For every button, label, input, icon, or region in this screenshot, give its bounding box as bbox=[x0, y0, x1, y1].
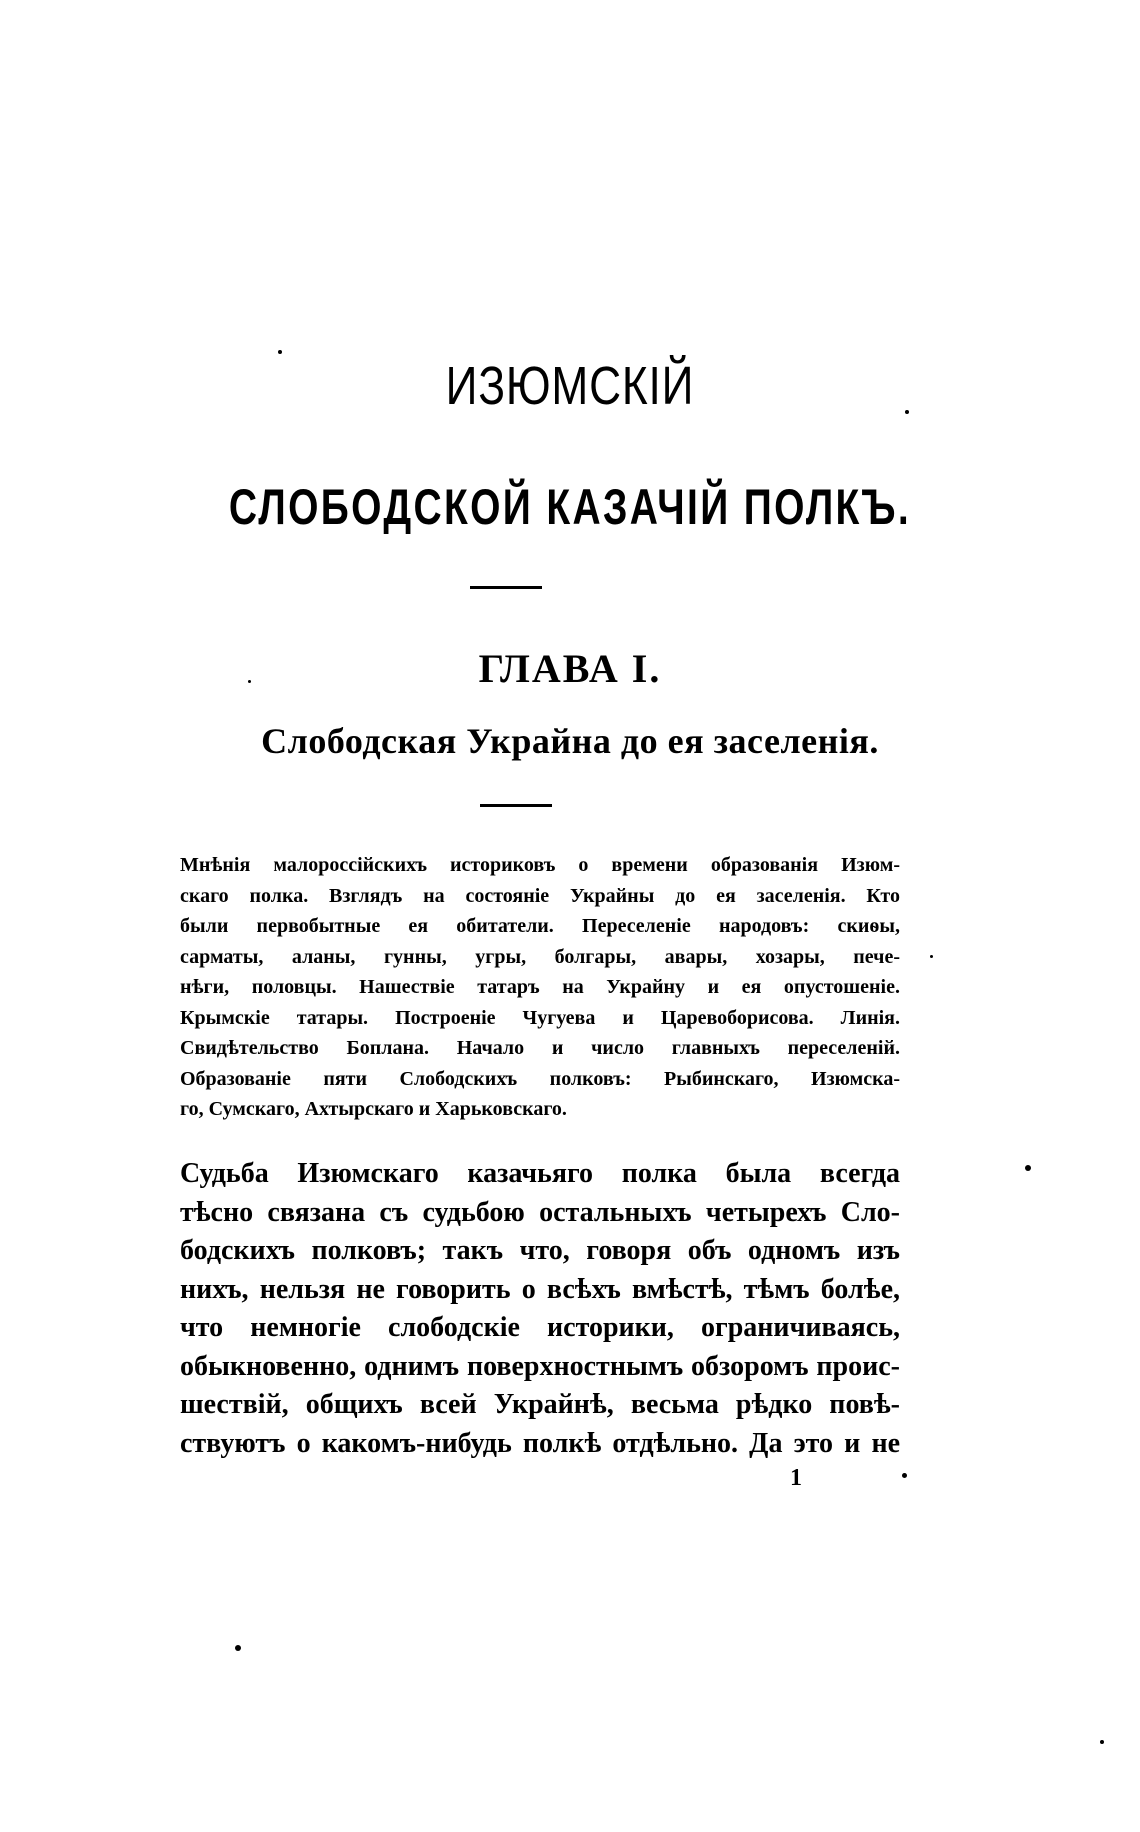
summary-line: Мнѣнія малороссійскихъ историковъ о времени образованія Изюм- bbox=[180, 854, 900, 876]
scan-speck bbox=[1025, 1165, 1031, 1171]
summary-line: го, Сумскаго, Ахтырскаго и Харьковскаго. bbox=[180, 1098, 567, 1120]
scan-speck bbox=[902, 1473, 907, 1478]
summary-line: Крымскіе татары. Построеніе Чугуева и Царевоборисова. Линія. bbox=[180, 1006, 900, 1029]
summary-line: нѣги, половцы. Нашествіе татаръ на Украйну и ея опустошеніе. bbox=[180, 976, 900, 998]
body-line: Судьба Изюмскаго казачьяго полка была всегда bbox=[180, 1158, 900, 1189]
divider-rule-bottom bbox=[480, 804, 552, 807]
book-title: ИЗЮМСКІЙ bbox=[445, 356, 695, 416]
body-line: бодскихъ полковъ; такъ что, говоря объ одномъ изъ bbox=[180, 1235, 900, 1266]
scan-speck bbox=[1100, 1740, 1104, 1744]
body-paragraph bbox=[180, 1155, 900, 1463]
body-line: тѣсно связана съ судьбою остальныхъ четырехъ Сло- bbox=[180, 1196, 900, 1228]
scan-speck bbox=[930, 955, 933, 958]
body-line: обыкновенно, однимъ поверхностнымъ обзоромъ проис- bbox=[180, 1350, 900, 1382]
summary-line: Образованіе пяти Слободскихъ полковъ: Рыбинскаго, Изюмска- bbox=[180, 1067, 900, 1090]
summary-line: скаго полка. Взглядъ на состояніе Украйны до ея заселенія. Кто bbox=[180, 884, 900, 907]
scan-speck bbox=[905, 410, 909, 414]
body-line: что немногіе слободскіе историки, ограничиваясь, bbox=[180, 1312, 900, 1343]
page-number: 1 bbox=[790, 1465, 802, 1491]
body-line: нихъ, нельзя не говорить о всѣхъ вмѣстѣ, тѣмъ болѣе, bbox=[180, 1273, 900, 1305]
chapter-title: Слободская Украйна до ея заселенія. bbox=[261, 721, 879, 761]
divider-rule-top bbox=[470, 586, 542, 589]
body-line: шествій, общихъ всей Украйнѣ, весьма рѣдко повѣ- bbox=[180, 1389, 900, 1420]
chapter-summary bbox=[180, 850, 900, 1125]
scan-speck bbox=[248, 680, 251, 683]
scan-speck bbox=[235, 1645, 241, 1651]
body-line: ствуютъ о какомъ-нибудь полкѣ отдѣльно. Да это и не bbox=[180, 1427, 900, 1459]
summary-line: сарматы, аланы, гунны, угры, болгары, авары, хозары, пече- bbox=[180, 945, 900, 968]
summary-line: Свидѣтельство Боплана. Начало и число главныхъ переселеній. bbox=[180, 1037, 900, 1059]
book-subtitle: СЛОБОДСКОЙ КАЗАЧІЙ ПОЛКЪ. bbox=[228, 479, 912, 535]
chapter-number: ГЛАВА I. bbox=[478, 646, 662, 691]
scan-speck bbox=[278, 350, 282, 354]
summary-line: были первобытные ея обитатели. Переселеніе народовъ: скиѳы, bbox=[180, 915, 900, 937]
